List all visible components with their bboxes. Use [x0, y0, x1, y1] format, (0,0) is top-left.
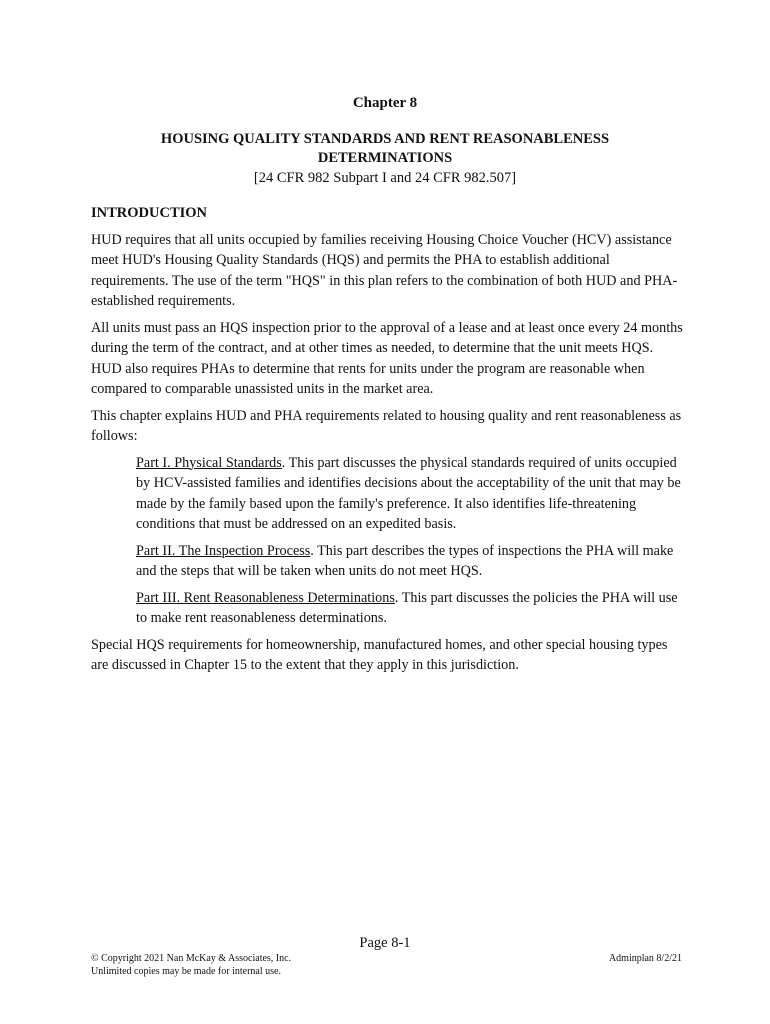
footer-copyright	[91, 952, 291, 978]
page-number: Page 8-1	[359, 935, 411, 951]
part-1-title: Part I. Physical Standards	[136, 454, 282, 471]
paragraph-1: HUD requires that all units occupied by families receiving Housing Choice Voucher (HCV) assistance meet HUD's Housing Quality Standards (HQS) and permits the PHA to establish additional requirements. The use of the term "HQS" in this plan refers to the combination of both HUD and PHA-established requirements.	[91, 231, 678, 309]
chapter-label: Chapter 8	[352, 95, 418, 111]
section-heading: INTRODUCTION	[91, 205, 208, 221]
page-body	[91, 203, 683, 682]
copyright-line: © Copyright 2021 Nan McKay & Associates, Inc.	[91, 953, 292, 964]
paragraph-2: All units must pass an HQS inspection prior to the approval of a lease and at least once every 24 months during the term of the contract, and at other times as needed, to determine that the unit meets HQS. HUD also requires PHAs to determine that rents for units under the program are reasonable when compared to comparable unassisted units in the market area.	[91, 319, 683, 397]
part-3-text: . This part discusses the policies the PHA will use to make rent reasonableness determinations.	[136, 589, 678, 626]
usage-line: Unlimited copies may be made for internal use.	[91, 966, 281, 977]
part-2-item	[136, 541, 683, 582]
paragraph-3: This chapter explains HUD and PHA requirements related to housing quality and rent reasonableness as follows:	[91, 407, 682, 444]
closing-paragraph: Special HQS requirements for homeownership, manufactured homes, and other special housing types are discussed in Chapter 15 to the extent that they apply in this jurisdiction.	[91, 636, 668, 673]
part-2-text: . This part describes the types of inspections the PHA will make and the steps that will be taken when units do not meet HQS.	[136, 542, 674, 579]
part-3-title: Part III. Rent Reasonableness Determinations	[136, 589, 395, 606]
footer-plan-date: Adminplan 8/2/21	[608, 953, 682, 964]
part-1-text: . This part discusses the physical standards required of units occupied by HCV-assisted families and identifies decisions about the acceptability of the unit that may be made by the family based upon the family's preference. It also identifies life-threatening conditions that must be addressed on an expedited basis.	[136, 454, 681, 532]
chapter-title: HOUSING QUALITY STANDARDS AND RENT REASONABLENESS DETERMINATIONS	[160, 131, 610, 166]
part-3-item	[136, 588, 683, 629]
cfr-reference: [24 CFR 982 Subpart I and 24 CFR 982.507]	[253, 170, 517, 186]
part-1-item	[136, 453, 683, 535]
part-2-title: Part II. The Inspection Process	[136, 542, 311, 559]
